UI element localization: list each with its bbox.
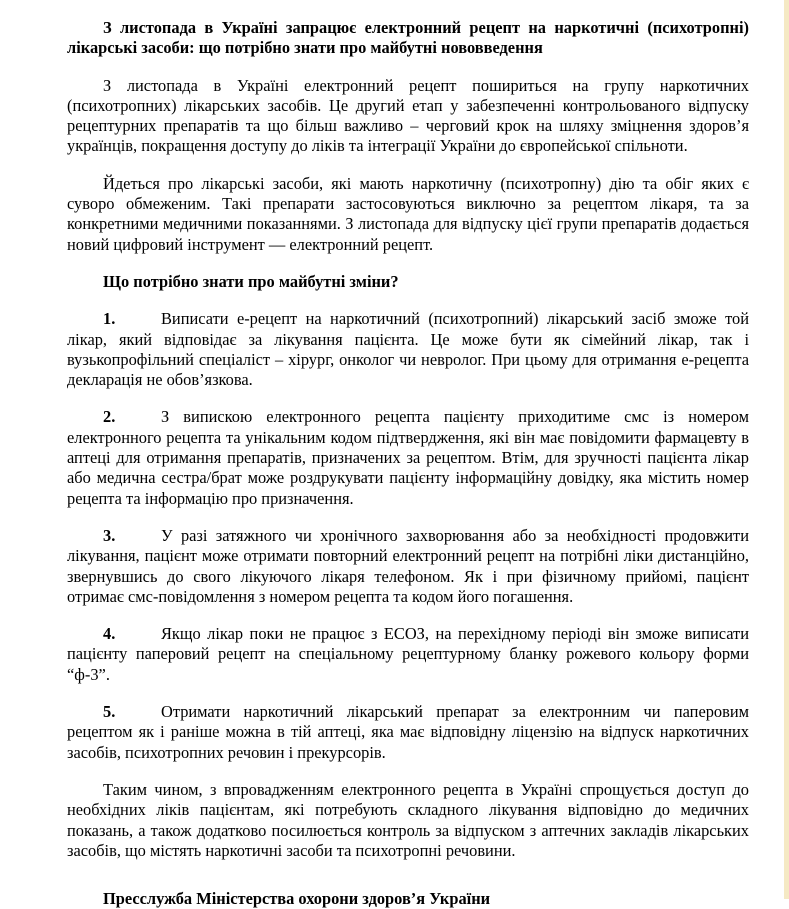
list-item-text: У разі затяжного чи хронічного захворювання або за необхідності продовжити лікування, пацієнт може отримати повторний електронний рецепт на потрібні ліки дистанційно, звернувшись до свого лікуючого лікаря телефоном. Як і при фізичному прийомі, пацієнт отримає смс-повідомлення з номером рецепта та кодом його погашення. — [67, 525, 749, 606]
list-item-text: Виписати е-рецепт на наркотичний (психотропний) лікарський засіб зможе той лікар, який відповідає за лікування пацієнта. Це може бути як сімейний лікар, так і вузькопрофільний спеціаліст – хірург, онколог чи невролог. При цьому для отримання е-рецепта декларація не обов’язкова. — [67, 309, 749, 390]
list-item-2 — [67, 407, 749, 508]
signature: Пресслужба Міністерства охорони здоров’я України — [103, 889, 491, 909]
list-item-text: З випискою електронного рецепта пацієнту приходитиме смс із номером електронного рецепта та унікальним кодом підтвердження, які він має повідомити фармацевту в аптеці для отримання препаратів, призначених за рецептом. Втім, для зручності пацієнта лікар або медична сестра/брат може роздрукувати пацієнту інформаційну довідку, яка містить номер рецепта та інформацію про призначення. — [67, 407, 749, 508]
list-item-text: Отримати наркотичний лікарський препарат за електронним чи паперовим рецептом як і раніше можна в тій аптеці, яка має відповідну ліцензію на відпуск наркотичних засобів, психотропних речовин і прекурсорів. — [67, 702, 749, 762]
list-item-1 — [67, 309, 749, 390]
page-edge — [784, 0, 789, 899]
intro-paragraph-1: З листопада в Україні електронний рецепт пошириться на групу наркотичних (психотропних) лікарських засобів. Це другий етап у забезпеченні контрольованого відпуску рецептурних препаратів та що більш важливо – черговий крок на шляху зміцнення здоров’я українців, покращення доступу до ліків та інтеграції України до європейської спільноти. — [67, 75, 749, 156]
list-item-number: 2. — [103, 407, 116, 427]
list-item-number: 4. — [103, 624, 116, 644]
list-item-number: 3. — [103, 525, 116, 545]
list-item-number: 1. — [103, 309, 116, 329]
list-item-3 — [67, 526, 749, 607]
list-item-number: 5. — [103, 702, 116, 722]
document-body — [67, 18, 749, 909]
list-item-4 — [67, 624, 749, 685]
list-item-text: Якщо лікар поки не працює з ЕСОЗ, на перехідному періоді він зможе виписати пацієнту паперовий рецепт на спеціальному рецептурному бланку рожевого кольору форми “ф-3”. — [67, 624, 749, 684]
document-title: З листопада в Україні запрацює електронний рецепт на наркотичні (психотропні) лікарські засоби: що потрібно знати про майбутні нововведення — [67, 18, 749, 58]
section-subheading: Що потрібно знати про майбутні зміни? — [103, 271, 399, 291]
conclusion-paragraph: Таким чином, з впровадженням електронного рецепта в Україні спрощується доступ до необхідних ліків пацієнтам, які потребують складного лікування відповідно до медичних показань, а також додатково посилюється контроль за відпуском з аптечних закладів лікарських засобів, що містять наркотичні засоби та психотропні речовини. — [67, 779, 749, 860]
intro-paragraph-2: Йдеться про лікарські засоби, які мають наркотичну (психотропну) дію та обіг яких є суворо обмеженим. Такі препарати застосовуються виключно за рецептом лікаря, та за конкретними медичними показаннями. З листопада для відпуску цієї групи препаратів додається новий цифровий інструмент — електронний рецепт. — [67, 173, 749, 254]
list-item-5 — [67, 702, 749, 763]
